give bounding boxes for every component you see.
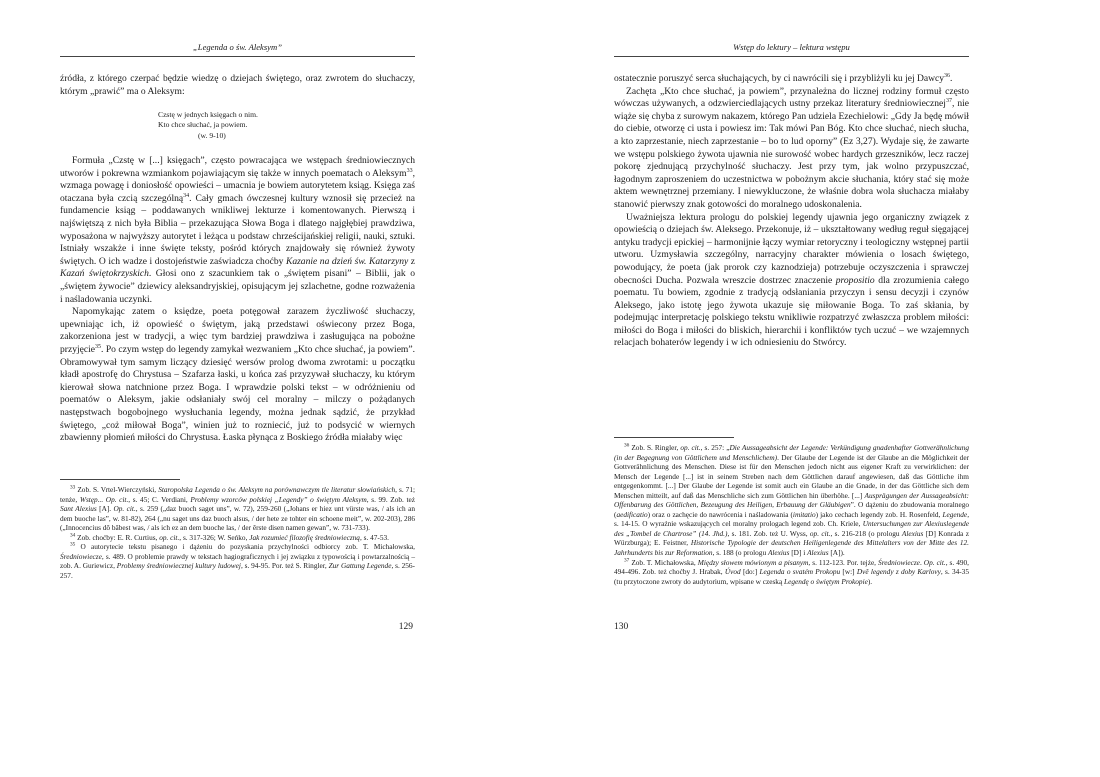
paragraph: Zachęta „Kto chce słuchać, ja powiem”, przynależna do licznej rodziny formuł często wówczas używanych, a odzwierciedlających ustny przekaz literatury średniowiecznej$^{37}$, nie wiąże się chyba z surowym nakazem, którego Pan udziela Ezechielowi: „Gdy Ja będę mówił do ciebie, otworzę ci usta i powiesz im: Tak mówi Pan Bóg. Kto chce słuchać, niech słucha, a kto zaprzestanie, niech zaprzestanie – bo to lud oporny” (Ez 3,27). Wydaje się, że zawarte we wstępu polskiego żywota ujawnia nie surowość wobec hardych grzeszników, lecz raczej pokorę zjednującą przychylność słuchaczy. Jest przy tym, jak wolno przypuszczać, łagodnym zaproszeniem do uczestnictwa w pobożnym akcie słuchania, który stać się może aktem wewnętrznej przemiany. I niewykluczone, że właśnie dobra wola słuchacza miałaby stanowić pierwszy znak gotowości do moralnego udoskonalenia. [614,85,970,210]
footnote-35: $^{35}$ O autorytecie tekstu pisanego i dążeniu do pozyskania przychylności odbiorcy zob. T. Michałowska, Średniowiecze, s. 489. O problemie prawdy w tekstach hagiograficznych i jej związku z typowością i powtarzalnością – zob. A. Guriewicz, Problemy średniowiecznej kultury ludowej, s. 94-95. Por. też S. Ringler, Zur Gattung Legende, s. 256-257. [60,541,415,580]
footnotes [60,479,415,580]
footnote-36: $^{36}$ Zob. S. Ringler, op. cit., s. 257: „Die Aussageabsicht der Legende: Verkündigung gnadenhafter Gottverähnlichung (in der Begegnung von Göttlichem und Menschlichem). Der Glaube der Legende ist der Glaube an die Möglichkeit der Gottverähnlichung des Menschen. Diese ist für den Menschen jedoch nicht aus eigener Kraft zu verwirklichen: der Mensch der Legende [...] ist in seinem Streben nach dem Göttlichen darauf angewiesen, daß das Göttliche ihm entgegenkommt. [...] Der Glaube der Legende ist somit auch ein Glaube an die Gnade, in der das Göttliche sich dem Menschen mitteilt, auf daß das Menschliche sich zum Göttlichen hin überhöhe. [...] Ausprägungen der Aussageabsicht: Offenbarung des Göttlichen, Bezeugung des Heiligen, Erbauung der Gläubigen”. O dążeniu do zbudowania moralnego (aedificatio) oraz o zachęcie do nawrócenia i naśladowania (imitatio) jako cechach legendy zob. H. Rosenfeld, Legende, s. 14-15. O wyraźnie wskazujących cel moralny prologach legend zob. Ch. Kriele, Untersuchungen zur Alexiuslegende des „Tombel de Chartrose” (14. Jhd.), s. 181. Zob. też U. Wyss, op. cit., s. 216-218 (o prologu Alexius [D] Konrada z Würzburga); E. Feistner, Historische Typologie der deutschen Heiligenlegende des Mittelalters von der Mitte des 12. Jahrhunderts bis zur Reformation, s. 188 (o prologu Alexius [D] i Alexius [A]). [614,442,970,558]
footnote-ref-35[interactable]: 35 [94,343,101,350]
footnote-divider [614,437,734,438]
footnotes [614,437,969,586]
running-head: Wstęp do lektury – lektura wstępu [614,42,969,57]
paragraph: Uważniejsza lektura prologu do polskiej legendy ujawnia jego organiczny związek z opowieścią o dziejach św. Aleksego. Przekonuje, iż – ukształtowany według reguł sięgającej antyku tradycji epickiej – harmonijnie łączy wymiar retoryczny i teologiczny wstępnej partii utworu. Uzmysławia szczególny, narracyjny charakter mówienia o losach świętego, powodujący, że poeta (jak prorok czy kaznodzieja) potrzebuje oczyszczenia i sprawczej obecności Ducha. Pozwala wreszcie dostrzec znaczenie propositio dla zrozumienia całego poematu. Tu bowiem, zgodnie z tradycją odsłaniania przyczyn i sensu decyzji i czynów Aleksego, jako istotę jego żywota ukazuje się miłowanie Boga. To zaś skłania, by podejmując interpretację polskiego tekstu wnikliwie rozpatrzyć zwłaszcza problem miłości: miłości do Boga i miłości do bliskich, hierarchii i konfliktów tych uczuć – we wzajemnych relacjach bohaterów legendy i w ich odniesieniu do Stwórcy. [614,211,969,349]
footnote-ref-36[interactable]: 36 [944,72,951,79]
footnote-divider [60,479,180,480]
footnote-33: $^{33}$ Zob. S. Vrtel-Wierczyński, Staropolska Legenda o św. Aleksym na porównawczym tle literatur słowiańskich, s. 71; tenże, Wstęp... Op. cit., s. 45; C. Verdiani, Problemy wzorców polskiej „Legendy” o świętym Aleksym, s. 99. Zob. też Sant Alexius [A]. Op. cit., s. 259 („daz buoch saget uns”, w. 72), 259-260 („Johans er hiez unt vürste was, / als ich an dem buoche las”, w. 81-82), 264 („nu saget uns daz buoch alsus, / der hete ze tohter ein schoene meit”, w. 202-203), 286 („Innocencius dô bâbest was, / als ich ez an dem buoche las, / der êrste disen namen gewan”, w. 731-733). [60,484,416,533]
page-number: 129 [398,622,413,632]
paragraph: źródła, z którego czerpać będzie wiedzę o dziejach świętego, oraz zwrotem do słuchaczy, którym „prawić” ma o Aleksym: [60,73,415,97]
page-number: 130 [614,622,629,632]
footnote-ref-33[interactable]: 33 [406,167,413,174]
right-page [614,0,969,777]
paragraph: Formuła „Czstę w [...] księgach”, często powracająca we wstępach średniowiecznych utworów i pokrewna wzmiankom pojawiającym się także w innych poematach o Aleksym$^{33}$, wzmaga powagę i doniosłość opowieści – umacnia je bowiem autorytetem ksiąg. Księga zaś otaczana była czcią szczególną$^{34}$. Cały gmach ówczesnej kultury wznosił się przecież na fundamencie ksiąg – poddawanych wnikliwej lekturze i komentowanych. Pierwszą i najświętszą z nich była Biblia – przekazująca Słowa Boga i dlatego najgłębiej prawdziwa, wyposażona w najwyższy autorytet i leżąca u podstaw chrześcijańskiej religii, nauki, sztuki. Istniały wszakże i inne święte teksty, pośród których znajdowały się również żywoty świętych. O ich wadze i dostojeństwie zaświadcza choćby Kazanie na dzień św. Katarzyny z Kazań świętokrzyskich. Głosi ono z szacunkiem tak o „świętem pisani” – Biblii, jak o „świętem żywocie” dziewicy aleksandryjskiej, opisującym jej szlachetne, godne rozważenia i naśladowania uczynki. [60,155,416,305]
quote-line: Kto chce słuchać, ja powiem. [158,120,248,130]
running-head: „Legenda o św. Aleksym” [60,42,415,57]
left-page [60,0,415,777]
main-text [614,73,969,350]
footnote-ref-37[interactable]: 37 [945,98,952,105]
footnote-ref-34[interactable]: 34 [183,192,190,199]
footnote-37: $^{37}$ Zob. T. Michałowska, Między słowem mówionym a pisanym, s. 112-123. Por. tejże, Średniowiecze. Op. cit., s. 490, 494-496. Zob. też choćby J. Hrabak, Úvod [do:] Legenda o svatém Prokopu [w:] Dvě legendy z doby Karlovy, s. 34-35 (tu przytoczone zwroty do audytorium, wpisane w czeską Legendę o świętym Prokopie). [614,557,969,586]
main-text [60,73,415,445]
paragraph: Napomykając zatem o księdze, poeta potęgował zarazem życzliwość słuchaczy, upewniając ich, iż opowieść o świętym, jaką przedstawi oświecony przez Boga, zakorzeniona jest w tradycji, a więc tym bardziej prawdziwa i zasługująca na pobożne przyjęcie$^{35}$. Po czym wstęp do legendy zamykał wezwaniem „Kto chce słuchać, ja powiem”. Obramowywał tym samym liczący dziesięć wersów prolog dwoma zwrotami: u początku kładł apostrofę do Chrystusa – Szafarza łaski, u końca zaś przyzywał słuchaczy, ku którym kierował słowa natchnione przez Boga. I wprawdzie polski tekst – w odróżnieniu od poematów o Aleksym, jakie odsłaniały swój cel moralny – milczy o pożądanych następstwach bogobojnego wysłuchania legendy, można jednak sądzić, że przykład świętego, „coż miłował Boga”, winien już to rozniecić, już to podsycić w wiernych zbawienny płomień miłości do Chrystusa. Łaska płynąca z Boskiego źródła miałaby więc [60,306,415,444]
quote-line: Czstę w jednych księgach o nim. [158,110,258,120]
footnote-34: $^{34}$ Zob. choćby: E. R. Curtius, op. cit., s. 317-326; W. Seńko, Jak rozumieć filozofię średniowieczną, s. 47-53. [70,532,389,542]
paragraph: ostatecznie poruszyć serca słuchających, by ci nawrócili się i przybliżyli ku jej Dawcy$^{36}$. [614,72,953,84]
verse-quote [158,110,415,141]
verse-reference: (w. 9-10) [198,130,226,140]
